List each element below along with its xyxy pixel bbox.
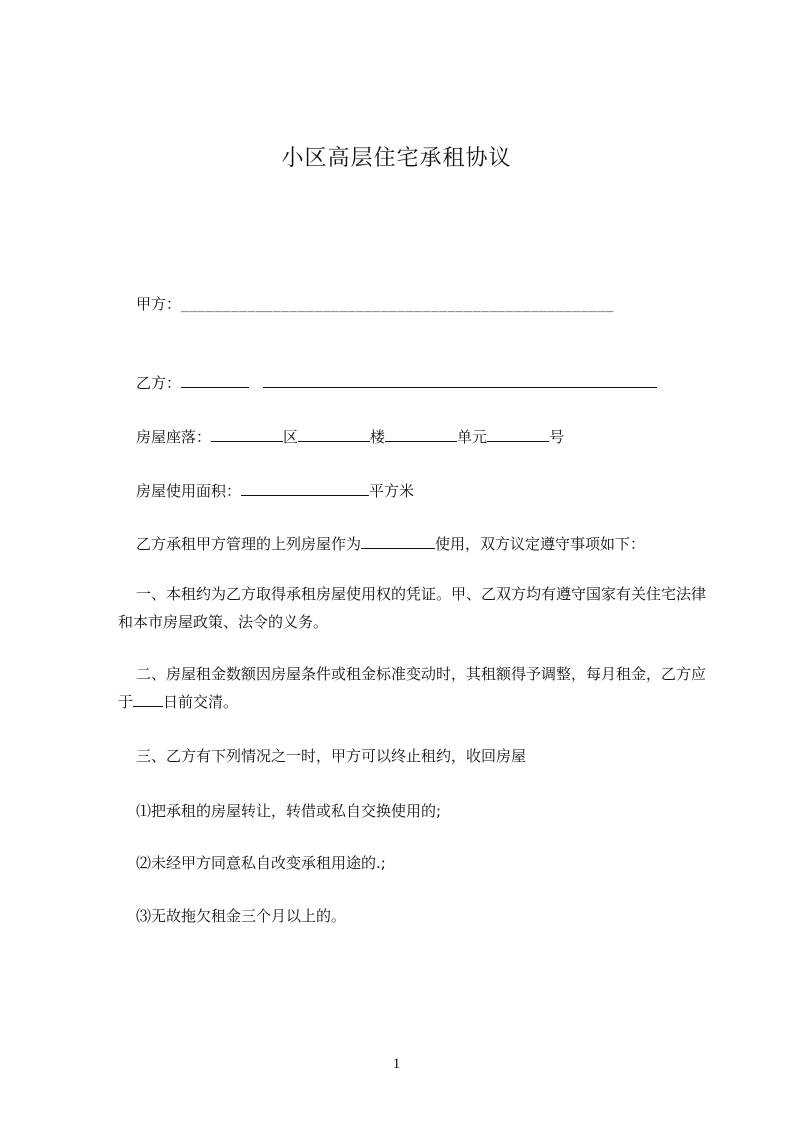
document-title: 小区高层住宅承租协议: [281, 146, 512, 171]
building-label: 楼: [370, 428, 386, 446]
intro-line: [136, 533, 645, 554]
building-blank: [298, 427, 370, 442]
location-line: [136, 426, 564, 447]
district-label: 区: [283, 428, 299, 446]
intro-after: 使用，双方议定遵守事项如下：: [435, 535, 646, 553]
clause-3-item-2: ⑵未经甲方同意私自改变承租用途的.;: [136, 854, 386, 872]
location-label: 房屋座落：: [136, 428, 212, 446]
party-b-label: 乙方：: [136, 374, 182, 392]
area-line: [136, 480, 414, 501]
party-a-blank: ____________________________________________________: [181, 298, 615, 313]
party-b-blank-short: [181, 373, 249, 388]
party-a-label: 甲方：: [136, 295, 182, 313]
unit-label: 单元: [457, 428, 488, 446]
clause-3-item-3: ⑶无故拖欠租金三个月以上的。: [136, 907, 347, 925]
party-b-line: [136, 372, 657, 393]
clause-2-after: 日前交清。: [163, 693, 239, 711]
district-blank: [211, 427, 283, 442]
usage-blank: [361, 534, 435, 549]
number-label: 号: [549, 428, 565, 446]
clause-2: [118, 660, 708, 716]
page-number: 1: [392, 1056, 401, 1072]
payment-day-blank: [133, 692, 163, 707]
clause-2-before: 二、房屋租金数额因房屋条件或租金标准变动时，其租额得予调整，每月租金，乙方应于: [118, 665, 707, 711]
party-b-blank-long: [263, 373, 657, 388]
area-unit: 平方米: [369, 482, 415, 500]
clause-1: 一、本租约为乙方取得承租房屋使用权的凭证。甲、乙双方均有遵守国家有关住宅法律和本市房屋政策、法令的义务。: [118, 585, 707, 631]
area-label: 房屋使用面积：: [136, 482, 242, 500]
area-blank: [241, 481, 369, 496]
number-blank: [487, 427, 549, 442]
unit-blank: [385, 427, 457, 442]
clause-3-item-1: ⑴把承租的房屋转让，转借或私自交换使用的;: [136, 802, 442, 820]
intro-before: 乙方承租甲方管理的上列房屋作为: [136, 535, 362, 553]
party-a-line: [136, 293, 614, 314]
clause-3: 三、乙方有下列情况之一时，甲方可以终止租约，收回房屋: [136, 747, 527, 765]
